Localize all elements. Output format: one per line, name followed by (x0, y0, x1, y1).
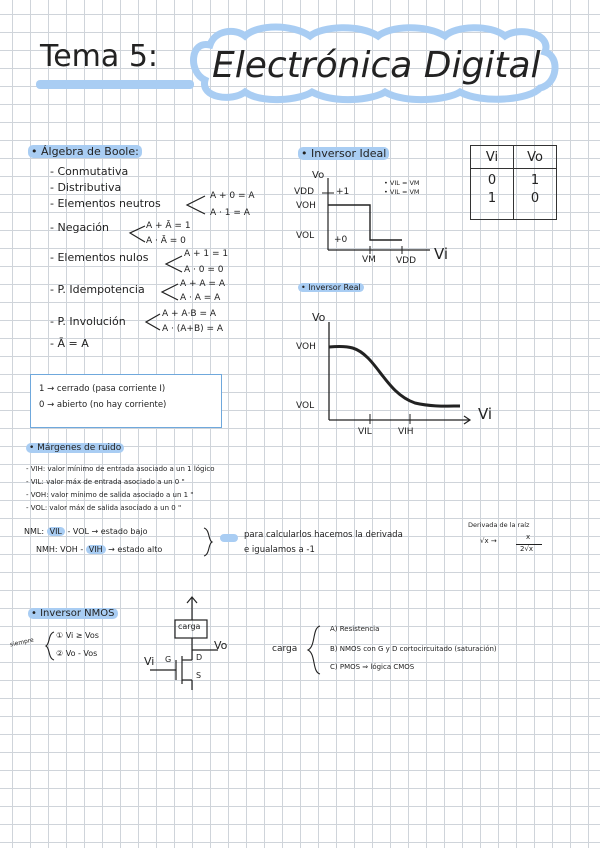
nml-rest: - VOL → estado bajo (67, 527, 148, 536)
idempotencia-2: A · A = A (180, 293, 221, 303)
negacion-2: A · Ā = 0 (146, 236, 186, 246)
ideal-x-label: Vi (434, 245, 449, 263)
siempre-label: siempre (9, 636, 35, 649)
real-vol-label: VOL (296, 401, 315, 411)
ideal-y-label: Vo (312, 170, 325, 181)
truth-header-vi: Vi (471, 146, 514, 169)
algebra-item-neutros: - Elementos neutros (50, 197, 161, 210)
cond-1: ① Vi ≥ Vos (56, 631, 99, 640)
truth-cell: 1 (471, 191, 514, 220)
ideal-vm-label: VM (362, 255, 376, 265)
ideal-plus1: +1 (336, 187, 350, 197)
margen-line-vil: - VIL: valor máx de entrada asociado a un 0 " (26, 478, 185, 486)
page-title: Electrónica Digital (212, 45, 541, 86)
nmh-vih: VIH (86, 545, 106, 554)
ideal-note-2: • VIL = VM (384, 188, 420, 196)
cond-2: ② Vo - Vos (56, 649, 98, 658)
calc-line-1: para calcularlos hacemos la derivada (244, 530, 403, 540)
idempotencia-1: A + A = A (180, 279, 225, 289)
margenes-heading-text: • Márgenes de ruido (26, 443, 124, 453)
nulos-1: A + 1 = 1 (184, 249, 229, 259)
involucion-2: A · (A+B) = A (162, 324, 224, 334)
margen-line-vih: - VIH: valor mínimo de entrada asociado a un 1 lógico (26, 465, 215, 473)
nmh-rest: → estado alto (108, 545, 163, 554)
nmos-heading-text: • Inversor NMOS (28, 608, 118, 619)
algebra-item-negacion: - Negación (50, 221, 109, 234)
nmos-g-label: G (165, 655, 172, 664)
truth-cell: 0 (471, 169, 514, 192)
deriv-num: x (526, 533, 531, 541)
margen-line-vol: - VOL: valor máx de salida asociado a un 0 " (26, 504, 182, 512)
nmos-s-label: S (196, 671, 202, 680)
ideal-vol-label: VOL (296, 231, 315, 241)
ideal-plus0: +0 (334, 235, 348, 245)
algebra-item-distributiva: - Distributiva (50, 181, 122, 194)
algebra-heading-text: • Álgebra de Boole: (28, 145, 142, 158)
inversor-ideal-heading-text: • Inversor Ideal (298, 147, 389, 160)
nml-vil: VIL (47, 527, 65, 536)
real-y-label: Vo (312, 311, 326, 324)
algebra-item-conmutativa: - Conmutativa (50, 165, 129, 178)
algebra-item-doble-negacion: - Ā = A (50, 337, 89, 350)
nmos-vo-label: Vo (214, 639, 228, 652)
algebra-item-nulos: - Elementos nulos (50, 251, 149, 264)
carga-box-label: carga (178, 622, 201, 631)
real-x-label: Vi (478, 405, 493, 423)
deriv-left: √x → (480, 537, 497, 545)
carga-option-c: C) PMOS ⇒ lógica CMOS (330, 663, 415, 671)
nmos-d-label: D (196, 653, 203, 662)
ideal-note-1: • VIL = VM (384, 179, 420, 187)
truth-cell: 1 (514, 169, 557, 192)
legend-line-1: 1 → cerrado (pasa corriente I) (39, 384, 166, 394)
ideal-voh-label: VOH (296, 201, 316, 211)
neutros-1: A + 0 = A (210, 191, 255, 201)
ideal-vdd-label: VDD (294, 187, 315, 197)
negacion-1: A + Ā = 1 (146, 221, 191, 231)
tema-text: Tema 5: (40, 39, 159, 74)
deriv-den: 2√x (520, 545, 534, 553)
ideal-vdd-x-label: VDD (396, 256, 417, 266)
calc-line-2: e igualamos a -1 (244, 545, 315, 555)
real-vil-label: VIL (358, 427, 372, 437)
deriv-label: Derivada de la raíz (468, 521, 530, 529)
legend-line-2: 0 → abierto (no hay corriente) (39, 400, 167, 410)
margen-line-voh: - VOH: valor mínimo de salida asociado a un 1 " (26, 491, 194, 499)
nulos-2: A · 0 = 0 (184, 265, 224, 275)
carga-option-a: A) Resistencia (330, 625, 380, 633)
truth-header-vo: Vo (514, 146, 557, 169)
nmh-prefix: NMH: VOH - (36, 545, 84, 554)
algebra-item-idempotencia: - P. Idempotencia (50, 283, 145, 296)
neutros-2: A · 1 = A (210, 208, 250, 218)
truth-cell: 0 (514, 191, 557, 220)
real-vih-label: VIH (398, 427, 414, 437)
involucion-1: A + A·B = A (162, 309, 217, 319)
carga-option-b: B) NMOS con G y D cortocircuitado (saturación) (330, 645, 497, 653)
algebra-item-involucion: - P. Involución (50, 315, 126, 328)
carga-label: carga (272, 644, 298, 654)
nmos-vi-label: Vi (144, 655, 155, 668)
nml-prefix: NML: (24, 527, 45, 536)
inversor-real-heading-text: • Inversor Real (298, 283, 364, 292)
real-voh-label: VOH (296, 342, 316, 352)
